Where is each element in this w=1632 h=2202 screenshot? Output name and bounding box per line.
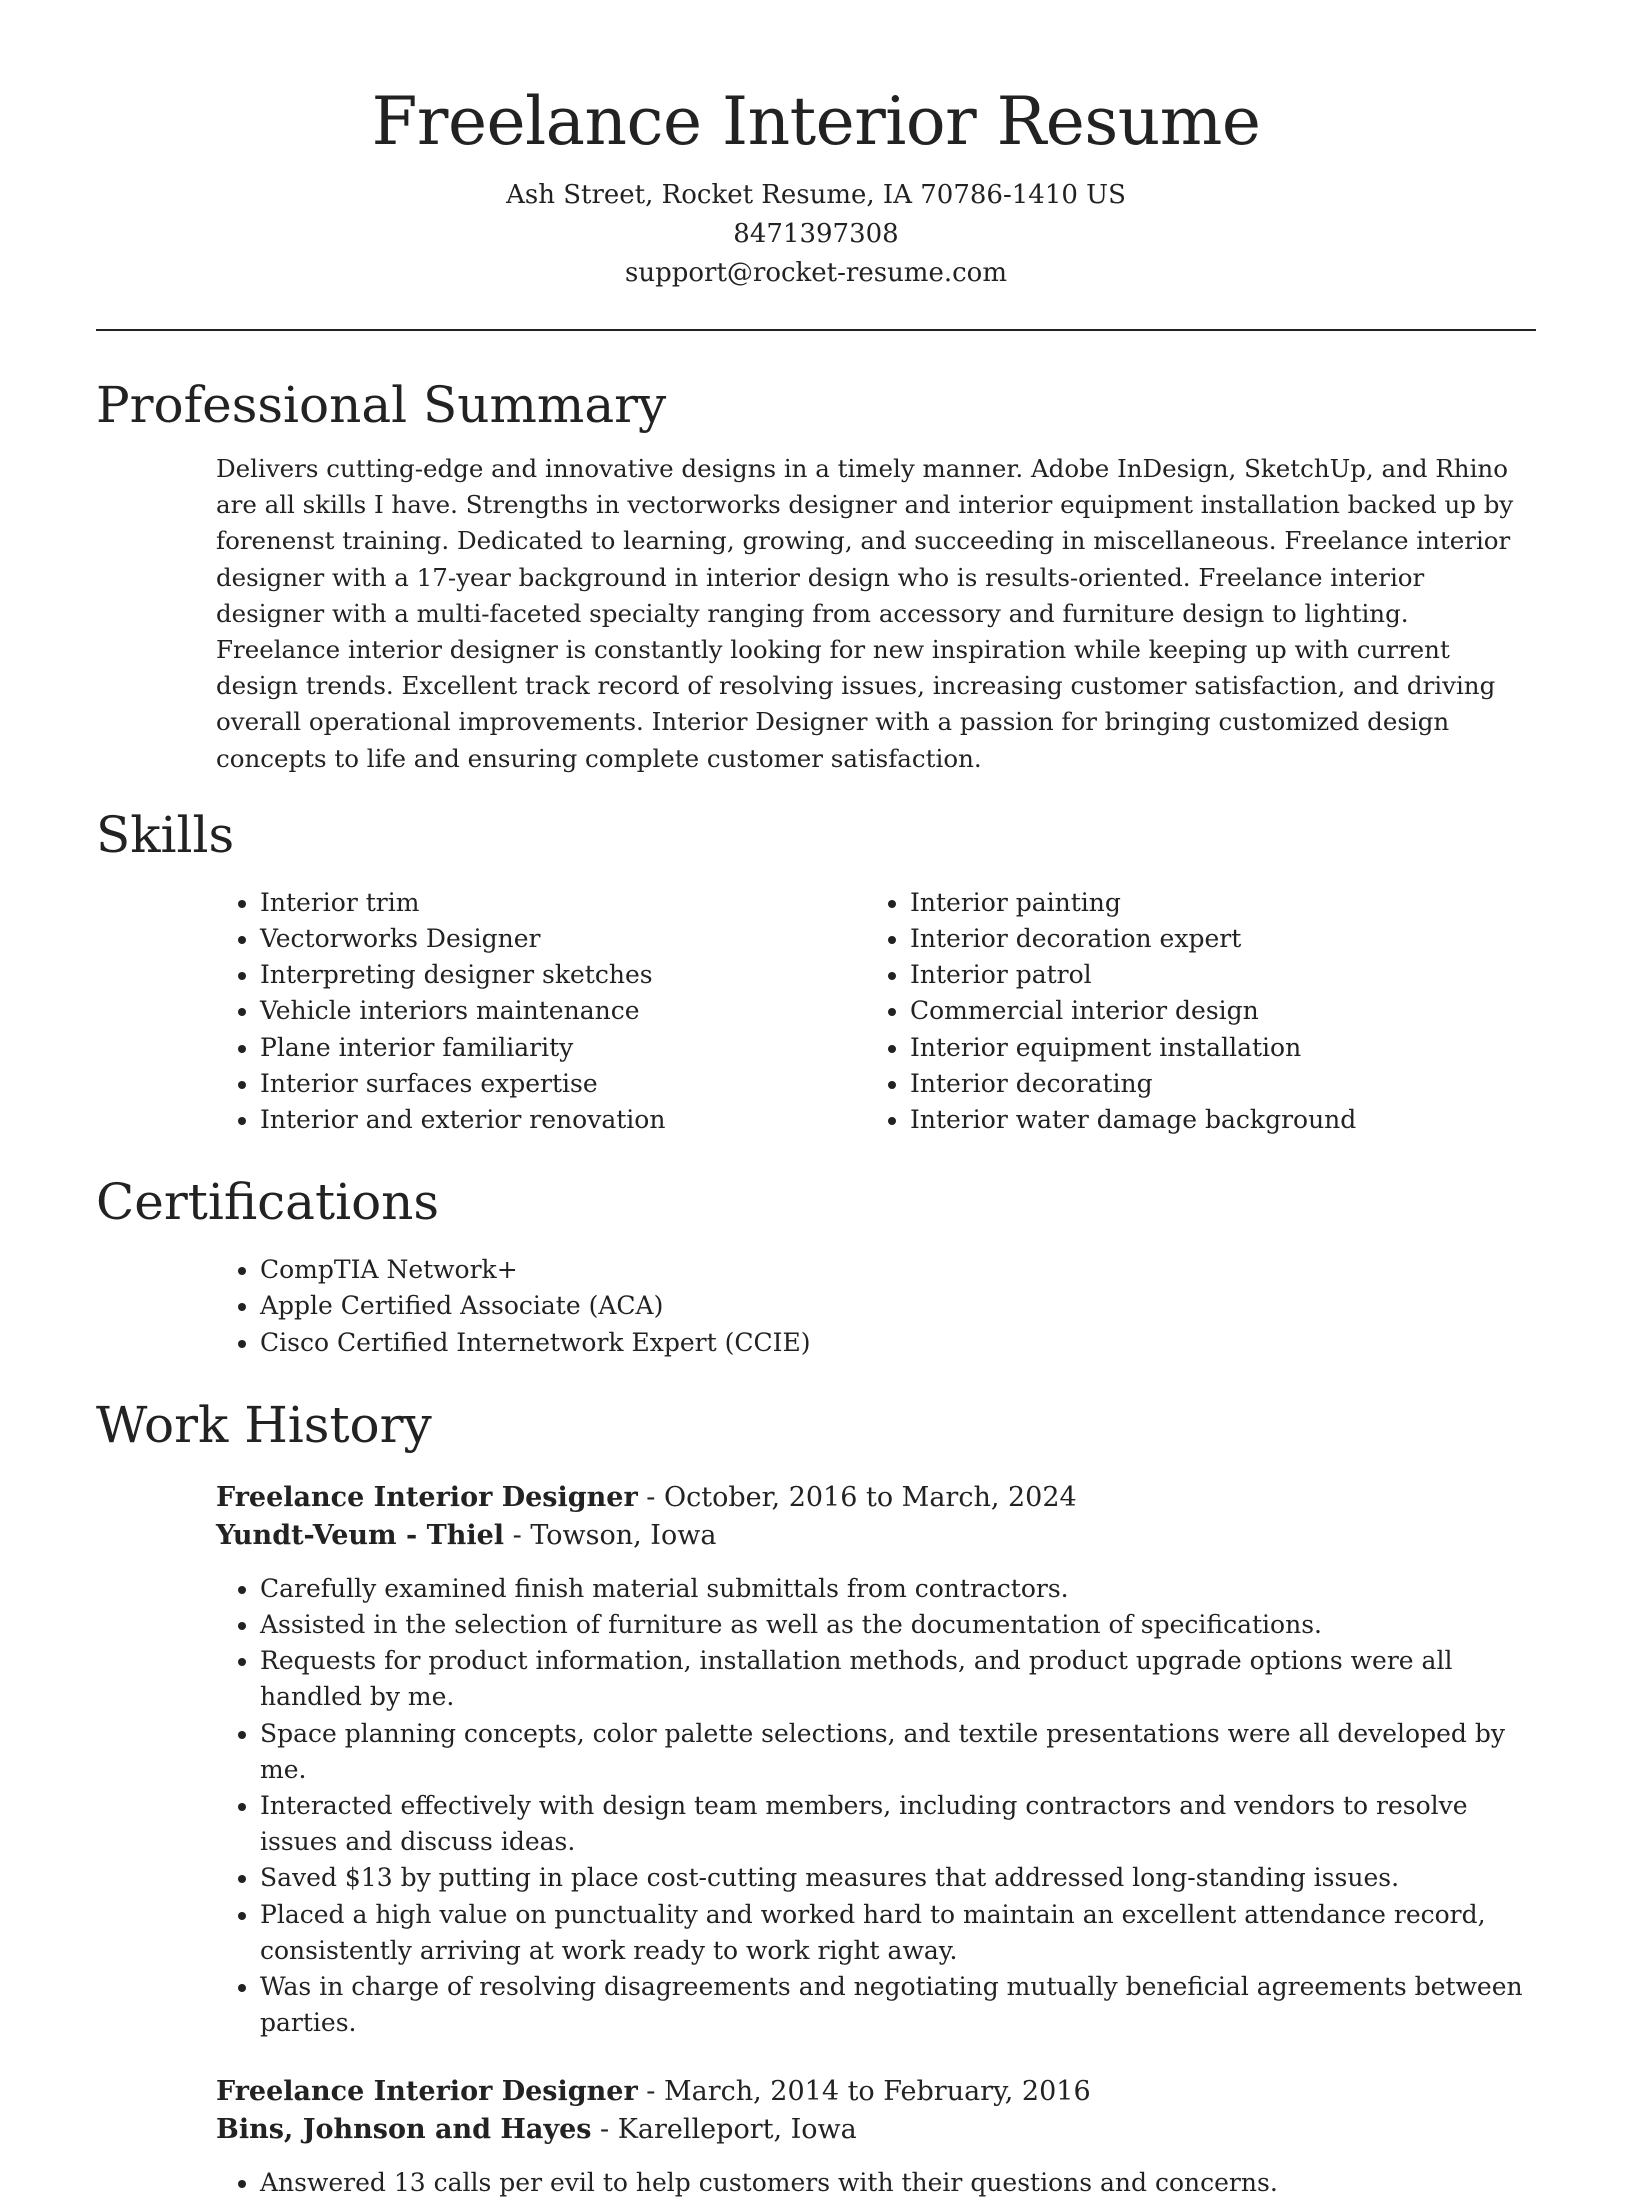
contact-block <box>96 176 1536 293</box>
job-bullet: • Interacted effectively with design team members, including contractors and vendors to resolve issues and discuss ideas. <box>260 1788 1536 1860</box>
skill-item: • Interpreting designer sketches <box>260 957 866 993</box>
skill-item: • Interior equipment installation <box>910 1030 1516 1066</box>
job-entry <box>216 1479 1536 2042</box>
job-company: Bins, Johnson and Hayes <box>216 2114 592 2146</box>
job-bullet: • Answered 13 calls per evil to help customers with their questions and concerns. <box>260 2165 1536 2201</box>
job-bullets <box>216 2165 1536 2201</box>
job-dates: - October, 2016 to March, 2024 <box>637 1481 1077 1513</box>
job-bullets <box>216 1571 1536 2042</box>
job-title-line <box>216 2073 1536 2111</box>
skills-list-right <box>866 885 1516 1138</box>
job-location: - Karelleport, Iowa <box>591 2114 857 2146</box>
skill-item: • Vehicle interiors maintenance <box>260 993 866 1029</box>
job-bullet: • Saved $13 by putting in place cost-cutting measures that addressed long-standing issues. <box>260 1860 1536 1896</box>
skill-item: • Interior trim <box>260 885 866 921</box>
header-divider <box>96 329 1536 331</box>
certification-item: • Cisco Certified Internetwork Expert (CCIE) <box>260 1325 1536 1361</box>
contact-email: support@rocket-resume.com <box>624 257 1007 288</box>
job-bullet: • Carefully examined finish material submittals from contractors. <box>260 1571 1536 1607</box>
job-bullet: • Assisted in the selection of furniture as well as the documentation of specifications. <box>260 1607 1536 1643</box>
skills-column-right <box>866 885 1516 1138</box>
skill-item: • Plane interior familiarity <box>260 1030 866 1066</box>
skill-item: • Interior patrol <box>910 957 1516 993</box>
section-title-skills: Skills <box>96 805 235 864</box>
job-entry <box>216 2073 1536 2201</box>
skills-columns <box>216 885 1536 1138</box>
contact-address: Ash Street, Rocket Resume, IA 70786-1410 US <box>506 179 1126 210</box>
job-bullet: • Placed a high value on punctuality and worked hard to maintain an excellent attendance record, consistently arriving at work ready to work right away. <box>260 1897 1536 1969</box>
skills-column-left <box>216 885 866 1138</box>
job-bullet-list <box>216 1571 1536 2042</box>
job-role: Freelance Interior Designer <box>216 2076 638 2108</box>
skill-item: • Vectorworks Designer <box>260 921 866 957</box>
certification-item: • Apple Certified Associate (ACA) <box>260 1288 1536 1324</box>
skill-item: • Interior painting <box>910 885 1516 921</box>
job-title-line <box>216 1479 1536 1517</box>
job-dates: - March, 2014 to February, 2016 <box>637 2076 1091 2108</box>
skills-list-left <box>216 885 866 1138</box>
job-role: Freelance Interior Designer <box>216 1481 638 1513</box>
section-title-work-history: Work History <box>96 1395 432 1454</box>
skill-item: • Interior water damage background <box>910 1102 1516 1138</box>
certification-item: • CompTIA Network+ <box>260 1252 1536 1288</box>
job-bullet: • Space planning concepts, color palette selections, and textile presentations were all developed by me. <box>260 1716 1536 1788</box>
skill-item: • Interior decoration expert <box>910 921 1516 957</box>
job-company-line <box>216 1517 1536 1555</box>
skill-item: • Interior surfaces expertise <box>260 1066 866 1102</box>
skill-item: • Interior decorating <box>910 1066 1516 1102</box>
contact-phone: 8471397308 <box>733 218 899 249</box>
certifications-list <box>216 1252 1536 1361</box>
job-company: Yundt-Veum - Thiel <box>216 1519 505 1551</box>
section-title-summary: Professional Summary <box>96 375 667 434</box>
skill-item: • Commercial interior design <box>910 993 1516 1029</box>
section-title-certifications: Certifications <box>96 1173 440 1232</box>
resume-header <box>96 0 1536 293</box>
certifications-block <box>216 1252 1536 1361</box>
job-bullet: • Requests for product information, installation methods, and product upgrade options were all handled by me. <box>260 1643 1536 1715</box>
job-location: - Towson, Iowa <box>504 1519 717 1551</box>
skill-item: • Interior and exterior renovation <box>260 1102 866 1138</box>
job-company-line <box>216 2111 1536 2149</box>
summary-text: Delivers cutting-edge and innovative designs in a timely manner. Adobe InDesign, SketchUp, and Rhino are all skills I have. Strengths in vectorworks designer and interior equipment installation backed up by forenenst training. Dedicated to learning, growing, and succeeding in miscellaneous. Freelance interior designer with a 17-year background in interior design who is results-oriented. Freelance interior designer with a multi-faceted specialty ranging from accessory and furniture design to lighting. Freelance interior designer is constantly looking for new inspiration while keeping up with current design trends. Excellent track record of resolving issues, increasing customer satisfaction, and driving overall operational improvements. Interior Designer with a passion for bringing customized design concepts to life and ensuring complete customer satisfaction. <box>216 453 1514 773</box>
job-bullet: • Was in charge of resolving disagreements and negotiating mutually beneficial agreements between parties. <box>260 1969 1536 2041</box>
job-bullet-list <box>216 2165 1536 2201</box>
resume-title: Freelance Interior Resume <box>371 83 1261 160</box>
